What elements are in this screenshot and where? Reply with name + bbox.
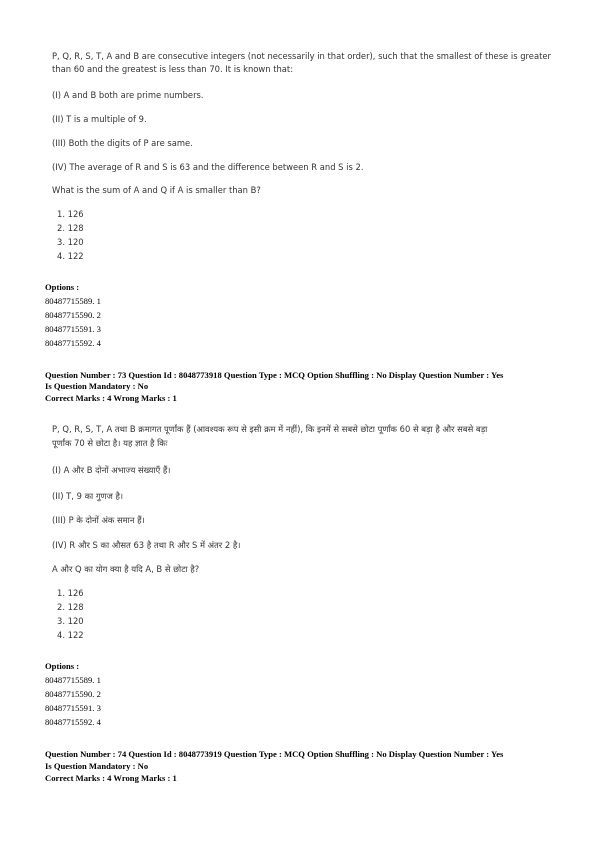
question-meta-line: Question Number : 73 Question Id : 8048773918 Question Type : MCQ Option Shuffling : No Display Question Number : Yes <box>45 370 504 380</box>
answer-choice: 4. 122 <box>57 251 84 261</box>
answer-choice: 3. 120 <box>57 237 84 247</box>
options-heading: Options : <box>45 661 80 671</box>
question-stem-line: than 60 and the greatest is less than 70. It is known that: <box>52 64 294 74</box>
question-meta-line: Is Question Mandatory : No <box>45 761 149 771</box>
answer-choice: 1. 126 <box>57 588 84 598</box>
answer-choice: 3. 120 <box>57 616 84 626</box>
question-meta-line: Correct Marks : 4 Wrong Marks : 1 <box>45 393 177 403</box>
option-id: 80487715590. 2 <box>45 310 101 320</box>
question-stem-line: P, Q, R, S, T, A and B are consecutive integers (not necessarily in that order), such that the smallest of these is greater <box>52 51 551 61</box>
condition-3: (III) P के दोनों अंक समान हैं। <box>52 515 145 525</box>
options-heading: Options : <box>45 282 80 292</box>
option-id: 80487715592. 4 <box>45 338 101 348</box>
condition-4: (IV) R और S का औसत 63 है तथा R और S में अंतर 2 है। <box>52 540 241 550</box>
option-id: 80487715590. 2 <box>45 689 101 699</box>
condition-4: (IV) The average of R and S is 63 and the difference between R and S is 2. <box>52 162 364 172</box>
condition-1: (I) A and B both are prime numbers. <box>52 90 204 100</box>
question-text: What is the sum of A and Q if A is smaller than B? <box>52 185 261 195</box>
answer-choice: 1. 126 <box>57 209 84 219</box>
question-stem-line: P, Q, R, S, T, A तथा B क्रमागत पूर्णांक हैं (आवश्यक रूप से इसी क्रम में नहीं), कि इनमें से सबसे छोटा पूर्णांक 60 से बड़ा है और सबसे बड़ा <box>52 424 488 434</box>
option-id: 80487715589. 1 <box>45 296 101 306</box>
condition-2: (II) T is a multiple of 9. <box>52 114 147 124</box>
option-id: 80487715592. 4 <box>45 717 101 727</box>
option-id: 80487715589. 1 <box>45 675 101 685</box>
question-meta-line: Is Question Mandatory : No <box>45 381 149 391</box>
question-meta-line: Question Number : 74 Question Id : 8048773919 Question Type : MCQ Option Shuffling : No Display Question Number : Yes <box>45 749 504 759</box>
option-id: 80487715591. 3 <box>45 703 101 713</box>
condition-2: (II) T, 9 का गुणज है। <box>52 491 124 501</box>
answer-choice: 4. 122 <box>57 630 84 640</box>
answer-choice: 2. 128 <box>57 602 84 612</box>
question-stem-line: पूर्णांक 70 से छोटा है। यह ज्ञात है किः <box>52 438 168 448</box>
question-meta-line: Correct Marks : 4 Wrong Marks : 1 <box>45 773 177 783</box>
option-id: 80487715591. 3 <box>45 324 101 334</box>
answer-choice: 2. 128 <box>57 223 84 233</box>
question-text: A और Q का योग क्या है यदि A, B से छोटा है? <box>52 564 200 574</box>
condition-1: (I) A और B दोनों अभाज्य संख्याएँ हैं। <box>52 465 171 475</box>
condition-3: (III) Both the digits of P are same. <box>52 138 193 148</box>
